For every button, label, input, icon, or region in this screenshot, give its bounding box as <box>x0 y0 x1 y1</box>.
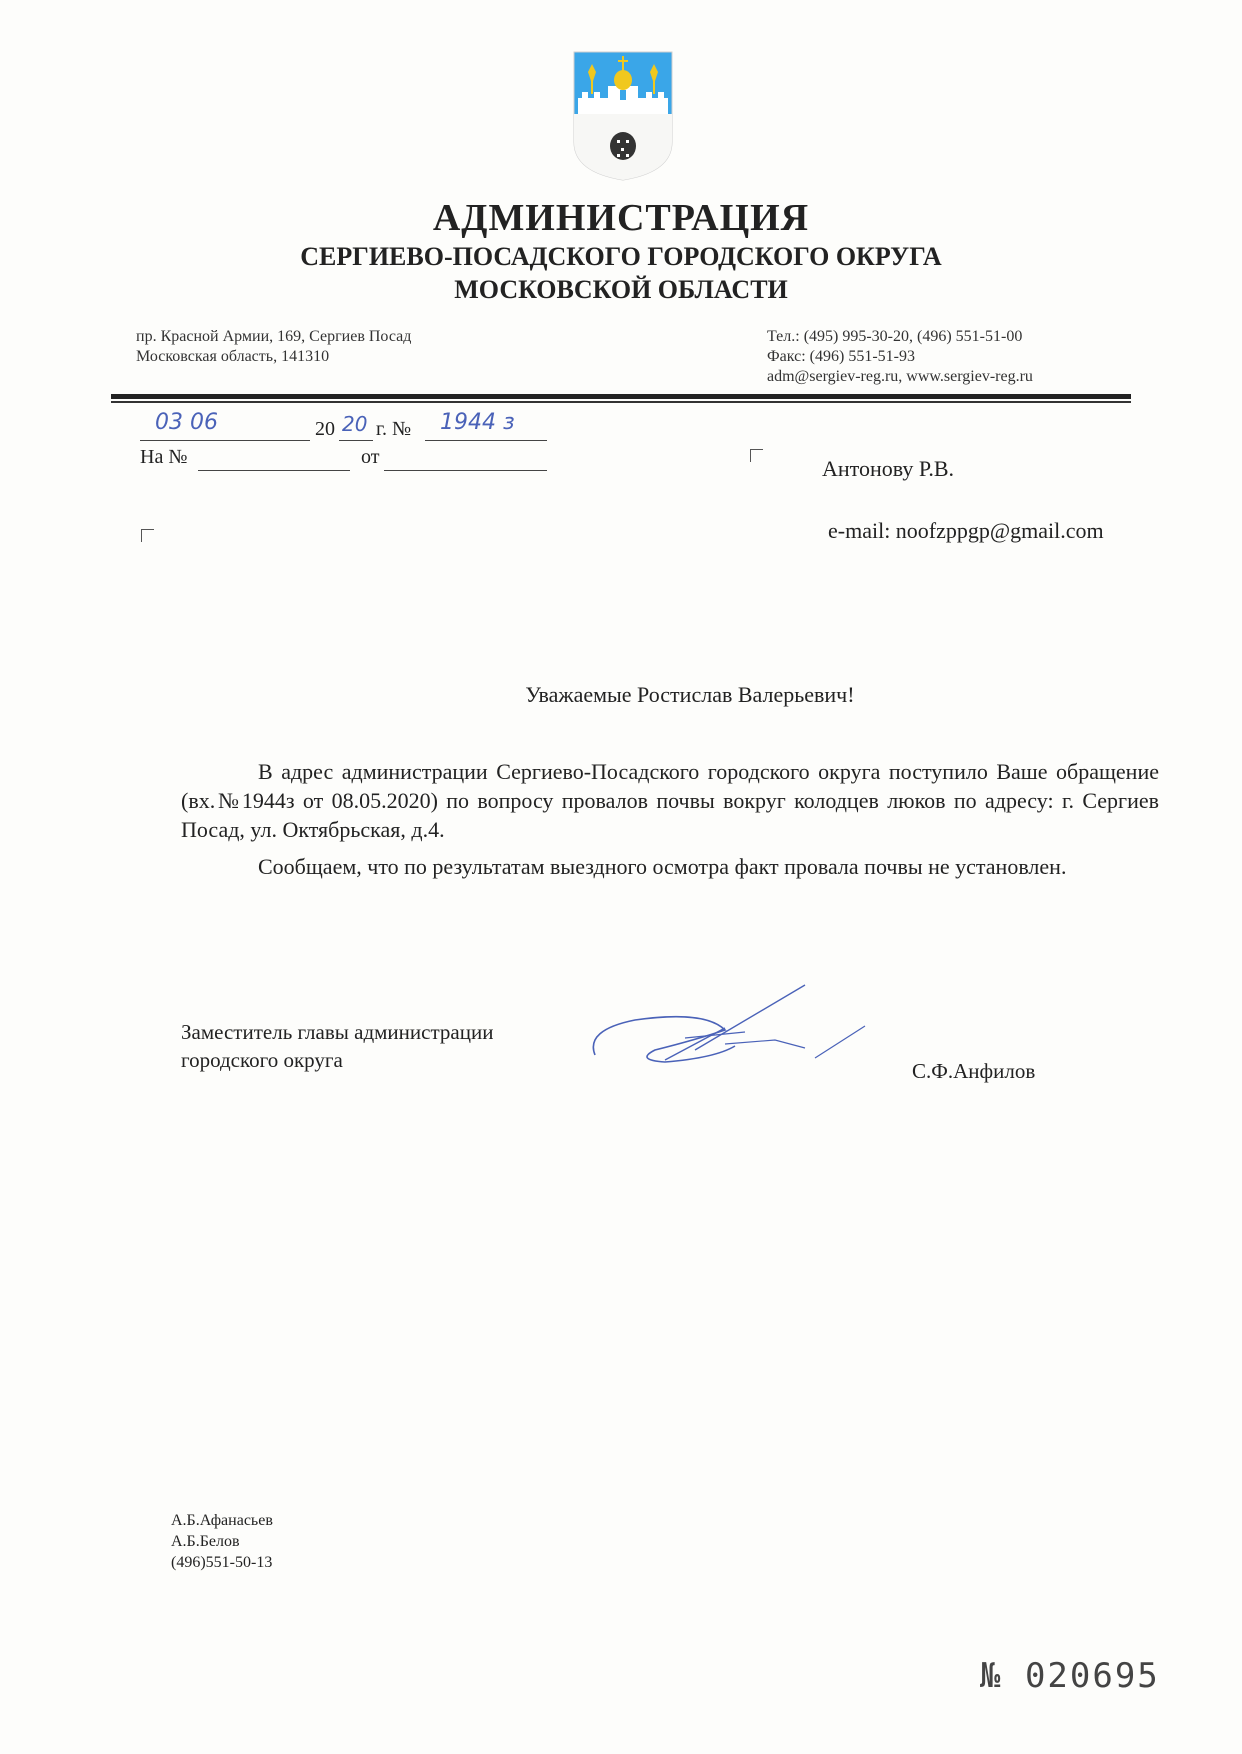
coat-of-arms-emblem <box>572 50 674 182</box>
recipient-email: e-mail: noofzppgp@gmail.com <box>828 518 1104 543</box>
header-divider-thin <box>111 401 1131 403</box>
number-label: г. № <box>376 418 412 440</box>
phone-line: Тел.: (495) 995-30-20, (496) 551-51-00 <box>767 328 1023 345</box>
letter-paragraph: Сообщаем, что по результатам выездного осмотра факт провала почвы не установлен. <box>258 854 1067 879</box>
address-corner-mark <box>750 449 763 462</box>
position-line: Заместитель главы администрации <box>181 1020 494 1044</box>
signatory-position <box>181 1018 493 1074</box>
handwritten-signature <box>575 980 875 1100</box>
recipient-name: Антонову Р.В. <box>822 456 955 481</box>
organization-address <box>136 327 411 367</box>
executor-name: А.Б.Белов <box>171 1533 240 1550</box>
signatory-name: С.Ф.Анфилов <box>912 1059 1036 1083</box>
reference-underline <box>198 448 350 471</box>
executors-block <box>171 1510 273 1573</box>
letter-paragraph: В адрес администрации Сергиево-Посадского городского округа поступило Ваше обращение (вх.№1944з от 08.05.2020) по вопросу провалов почвы вокруг колодцев люков по адресу: г. Сергиев Посад, ул. Октябрьская, д.4. <box>181 759 1159 842</box>
fax-line: Факс: (496) 551-51-93 <box>767 348 915 365</box>
document-serial-number: № 020695 <box>980 1656 1160 1696</box>
executor-phone: (496)551-50-13 <box>171 1554 273 1571</box>
salutation: Уважаемые Ростислав Валерьевич! <box>525 682 855 707</box>
position-line: городского округа <box>181 1048 343 1072</box>
executor-name: А.Б.Афанасьев <box>171 1512 273 1529</box>
address-line: Московская область, 141310 <box>136 348 330 365</box>
letterhead-region: МОСКОВСКОЙ ОБЛАСТИ <box>454 275 788 304</box>
web-line: adm@sergiev-reg.ru, www.sergiev-reg.ru <box>767 368 1033 385</box>
header-divider <box>111 394 1131 399</box>
letterhead-subtitle: СЕРГИЕВО-ПОСАДСКОГО ГОРОДСКОГО ОКРУГА <box>300 242 942 271</box>
reference-from-label: от <box>361 446 380 468</box>
reference-label: На № <box>140 446 188 468</box>
letterhead-title: АДМИНИСТРАЦИЯ <box>432 197 810 239</box>
year-prefix: 20 <box>315 418 335 440</box>
handwritten-date: 03 06 <box>155 410 218 435</box>
handwritten-year: 20 <box>342 412 368 436</box>
organization-contacts <box>767 327 1033 387</box>
address-corner-mark <box>141 529 154 542</box>
address-line: пр. Красной Армии, 169, Сергиев Посад <box>136 328 412 345</box>
handwritten-number: 1944 з <box>440 410 515 435</box>
reference-from-underline <box>384 448 547 471</box>
